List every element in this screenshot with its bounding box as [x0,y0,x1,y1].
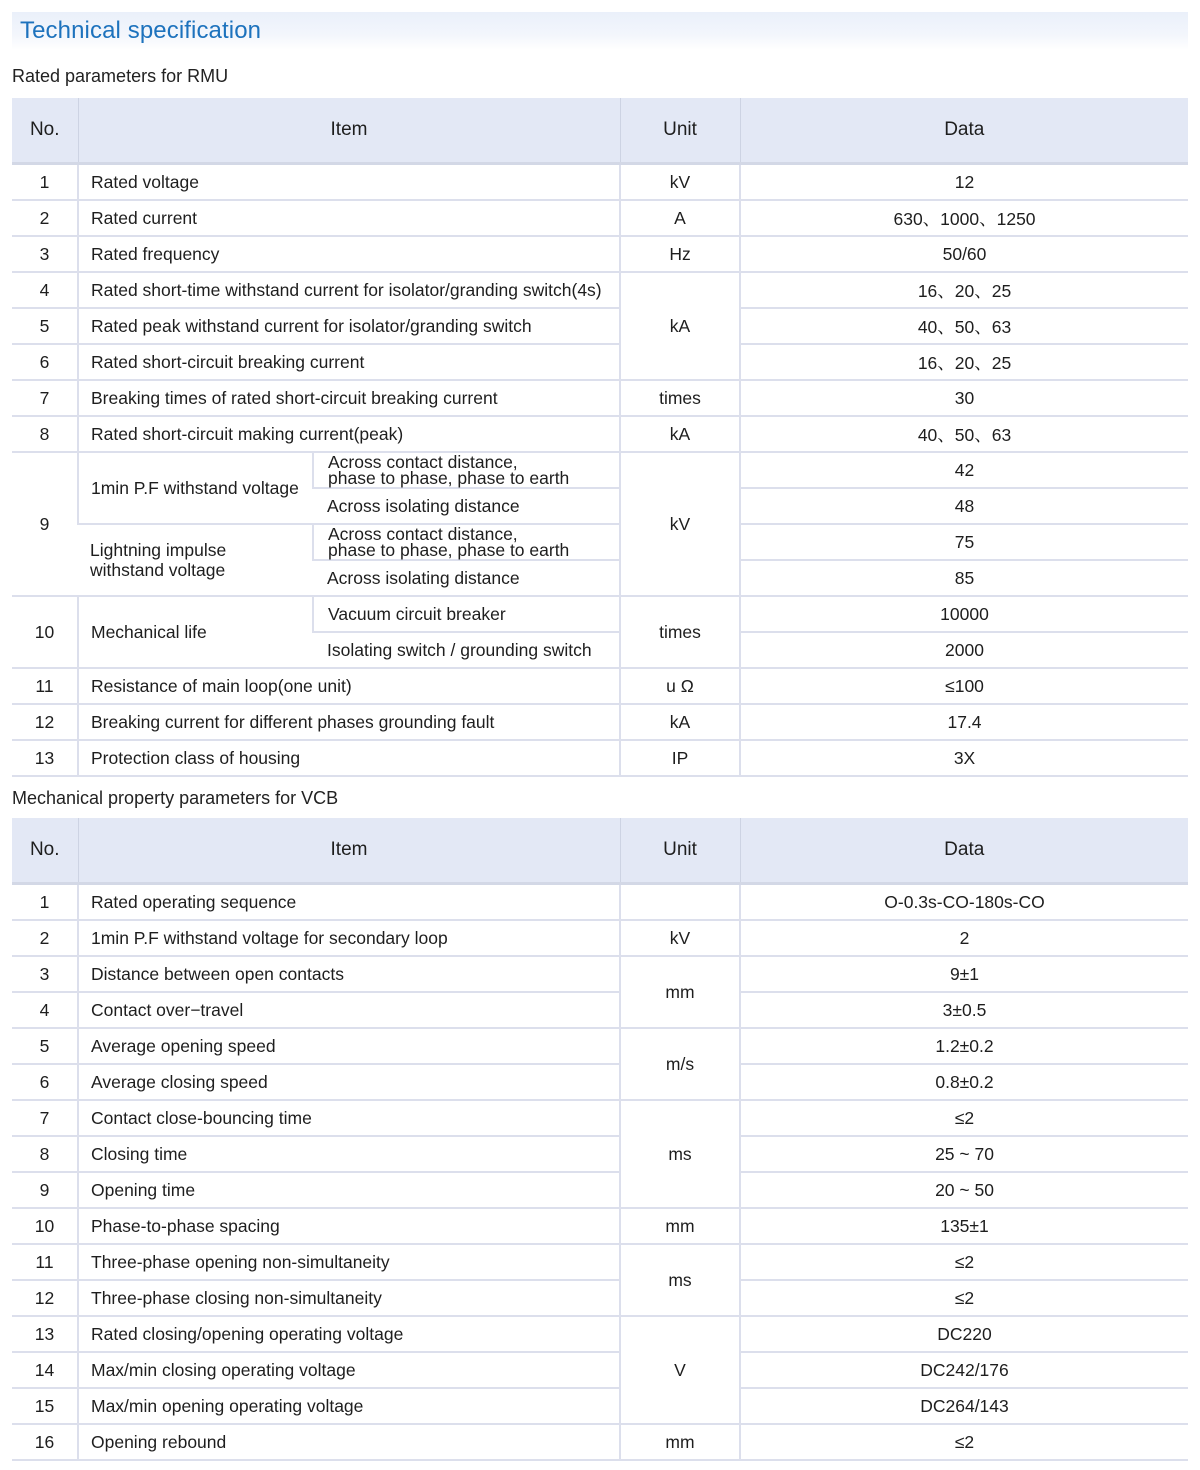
table-row [12,272,1188,308]
row-data: 20 ~ 50 [740,1172,1188,1208]
row-data: 2 [740,920,1188,956]
header-item: Item [78,818,620,884]
row-no: 10 [12,596,78,668]
row-item-pf-withstand: 1min P.F withstand voltage [78,452,313,524]
title-banner [12,12,1188,50]
row-data: 25 ~ 70 [740,1136,1188,1172]
header-unit: Unit [620,98,740,164]
row-item: Rated short-circuit breaking current [78,344,620,380]
row-data: 17.4 [740,704,1188,740]
row-data: 3±0.5 [740,992,1188,1028]
row-data: 12 [740,164,1188,201]
vcb-spec-table [12,818,1188,1461]
sub-item-line2: phase to phase, phase to earth [328,540,570,560]
row-item: Closing time [78,1136,620,1172]
row-no: 11 [12,1244,78,1280]
row-unit: kV [620,452,740,596]
row-no: 2 [12,200,78,236]
row-unit: V [620,1316,740,1424]
row-no: 6 [12,344,78,380]
row-item: Rated peak withstand current for isolator/granding switch [78,308,620,344]
row-data: 1.2±0.2 [740,1028,1188,1064]
row-item: Distance between open contacts [78,956,620,992]
row-data: 48 [740,488,1188,524]
row-no: 16 [12,1424,78,1460]
row-item: Phase-to-phase spacing [78,1208,620,1244]
table-row [12,992,1188,1028]
table-row [12,920,1188,956]
row-unit: u Ω [620,668,740,704]
row-no: 3 [12,236,78,272]
row-unit: times [620,380,740,416]
rmu-spec-table [12,98,1188,777]
header-data: Data [740,98,1188,164]
row-no: 1 [12,164,78,201]
row-data: 16、20、25 [740,344,1188,380]
header-no: No. [12,818,78,884]
row-item: Rated current [78,200,620,236]
item-line2: withstand voltage [90,560,226,580]
row-no: 12 [12,1280,78,1316]
row-sub-item: Across isolating distance [313,488,620,524]
row-no: 13 [12,740,78,776]
table-subrow [12,524,1188,560]
row-data: ≤2 [740,1244,1188,1280]
table-row [12,344,1188,380]
row-sub-item: Vacuum circuit breaker [313,596,620,632]
row-data: DC220 [740,1316,1188,1352]
row-item: Max/min opening operating voltage [78,1388,620,1424]
table-row [12,1316,1188,1352]
row-unit: kV [620,164,740,201]
row-item: Resistance of main loop(one unit) [78,668,620,704]
row-unit: A [620,200,740,236]
table-row [12,1136,1188,1172]
row-no: 4 [12,992,78,1028]
table-row [12,704,1188,740]
row-no: 4 [12,272,78,308]
row-unit: m/s [620,1028,740,1100]
row-data: 0.8±0.2 [740,1064,1188,1100]
row-no: 8 [12,1136,78,1172]
row-no: 7 [12,380,78,416]
row-data: ≤2 [740,1100,1188,1136]
row-data: 630、1000、1250 [740,200,1188,236]
row-data: ≤2 [740,1424,1188,1460]
row-data: ≤100 [740,668,1188,704]
row-no: 9 [12,452,78,596]
table-row [12,308,1188,344]
row-data: 3X [740,740,1188,776]
row-data: 135±1 [740,1208,1188,1244]
table-row [12,1424,1188,1460]
row-data: ≤2 [740,1280,1188,1316]
row-item: Contact over−travel [78,992,620,1028]
row-unit: ms [620,1244,740,1316]
sub-item-line1: Across contact distance, [328,524,518,544]
row-item: Max/min closing operating voltage [78,1352,620,1388]
header-no: No. [12,98,78,164]
row-no: 5 [12,308,78,344]
row-item: Opening rebound [78,1424,620,1460]
table-row-mechanical-life [12,596,1188,632]
rmu-section-label: Rated parameters for RMU [12,66,229,86]
table-row [12,1064,1188,1100]
row-unit: kA [620,416,740,452]
header-data: Data [740,818,1188,884]
row-item: Rated short-circuit making current(peak) [78,416,620,452]
row-no: 10 [12,1208,78,1244]
row-item: Average opening speed [78,1028,620,1064]
page-title: Technical specification [20,17,262,44]
table-row [12,1028,1188,1064]
row-item: Three-phase closing non-simultaneity [78,1280,620,1316]
row-no: 15 [12,1388,78,1424]
row-no: 6 [12,1064,78,1100]
row-data: DC242/176 [740,1352,1188,1388]
row-item: Breaking current for different phases grounding fault [78,704,620,740]
row-no: 8 [12,416,78,452]
table-row [12,956,1188,992]
table-row [12,1244,1188,1280]
table-row [12,416,1188,452]
row-no: 9 [12,1172,78,1208]
table-row [12,1280,1188,1316]
item-line1: Lightning impulse [90,540,227,560]
row-item: Protection class of housing [78,740,620,776]
table-row [12,164,1188,201]
row-item: Rated voltage [78,164,620,201]
row-item: Opening time [78,1172,620,1208]
row-item: Rated operating sequence [78,884,620,921]
row-no: 14 [12,1352,78,1388]
row-data: O-0.3s-CO-180s-CO [740,884,1188,921]
sub-item-line2: phase to phase, phase to earth [328,468,570,488]
row-data: 40、50、63 [740,308,1188,344]
table-row [12,1388,1188,1424]
row-item: Mechanical life [78,596,313,668]
row-item: Contact close-bouncing time [78,1100,620,1136]
row-data: 40、50、63 [740,416,1188,452]
row-no: 1 [12,884,78,921]
row-no: 2 [12,920,78,956]
table-row [12,1208,1188,1244]
row-unit: IP [620,740,740,776]
row-unit: ms [620,1100,740,1208]
row-no: 13 [12,1316,78,1352]
table-header-row [12,818,1188,884]
row-unit: mm [620,1424,740,1460]
row-unit: kV [620,920,740,956]
table-row [12,668,1188,704]
header-item: Item [78,98,620,164]
row-unit: mm [620,1208,740,1244]
row-data: 42 [740,452,1188,488]
row-item-lightning-impulse [78,524,313,596]
row-item: Three-phase opening non-simultaneity [78,1244,620,1280]
row-item: Average closing speed [78,1064,620,1100]
table-row [12,1172,1188,1208]
row-sub-item [313,452,620,488]
sub-item-line1: Across contact distance, [328,452,518,472]
table-row [12,380,1188,416]
row-data: 2000 [740,632,1188,668]
row-sub-item [313,524,620,560]
row-item: Rated frequency [78,236,620,272]
table-row [12,1100,1188,1136]
row-unit [620,884,740,921]
row-no: 12 [12,704,78,740]
header-unit: Unit [620,818,740,884]
row-item: Rated closing/opening operating voltage [78,1316,620,1352]
row-unit: mm [620,956,740,1028]
row-unit: Hz [620,236,740,272]
row-data: 10000 [740,596,1188,632]
row-no: 7 [12,1100,78,1136]
row-data: 16、20、25 [740,272,1188,308]
row-unit: times [620,596,740,668]
row-sub-item: Across isolating distance [313,560,620,596]
table-row [12,236,1188,272]
row-data: 50/60 [740,236,1188,272]
row-data: DC264/143 [740,1388,1188,1424]
row-data: 9±1 [740,956,1188,992]
row-no: 11 [12,668,78,704]
row-unit: kA [620,704,740,740]
row-item: Rated short-time withstand current for isolator/granding switch(4s) [78,272,620,308]
row-data: 85 [740,560,1188,596]
row-sub-item: Isolating switch / grounding switch [313,632,620,668]
row-item: 1min P.F withstand voltage for secondary loop [78,920,620,956]
table-row [12,200,1188,236]
row-data: 30 [740,380,1188,416]
table-header-row [12,98,1188,164]
row-data: 75 [740,524,1188,560]
row-item: Breaking times of rated short-circuit breaking current [78,380,620,416]
row-no: 5 [12,1028,78,1064]
table-row [12,1352,1188,1388]
table-row [12,884,1188,921]
table-row [12,740,1188,776]
row-no: 3 [12,956,78,992]
row-unit: kA [620,272,740,380]
vcb-section-label: Mechanical property parameters for VCB [12,788,339,808]
table-row-withstand-voltage [12,452,1188,488]
